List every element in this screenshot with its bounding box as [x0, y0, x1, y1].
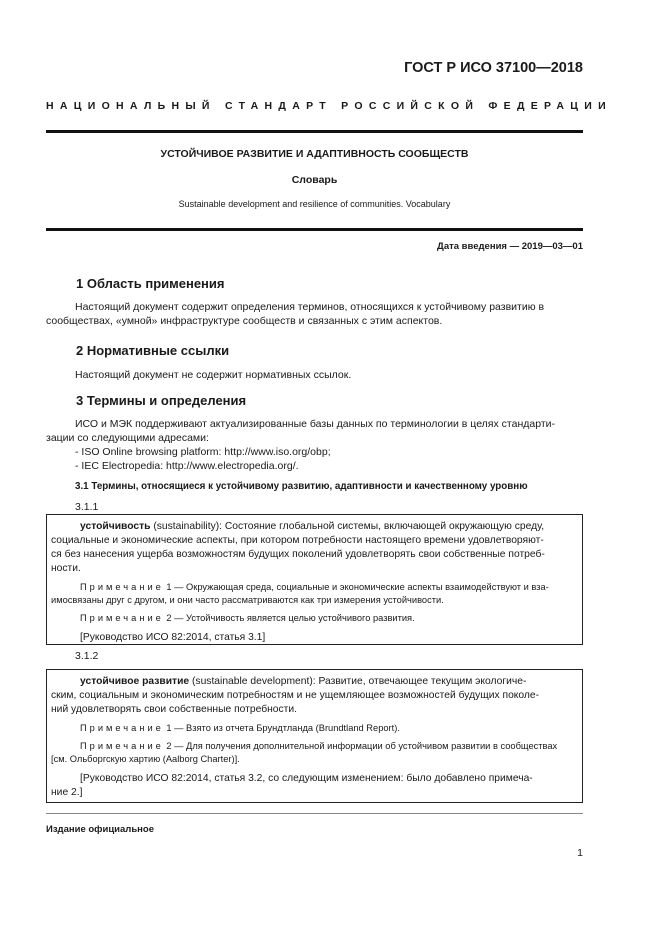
section-2-heading: 2 Нормативные ссылки: [76, 343, 230, 358]
section-3-line: зации со следующими адресами:: [46, 432, 209, 444]
section-3-line: - IEC Electropedia: http://www.electropedia.org/.: [75, 460, 299, 472]
footer-divider: [46, 813, 583, 814]
section-1-heading: 1 Область применения: [76, 276, 225, 291]
term-source-reference: [Руководство ИСО 82:2014, статья 3.1]: [80, 632, 266, 643]
document-title: УСТОЙЧИВОЕ РАЗВИТИЕ И АДАПТИВНОСТЬ СООБЩЕСТВ: [160, 148, 469, 160]
section-1-text: [46, 300, 583, 328]
title-divider: [46, 228, 583, 231]
document-code: ГОСТ Р ИСО 37100—2018: [404, 60, 583, 76]
term-box-sustainability: [46, 514, 583, 645]
term-number: 3.1.2: [75, 650, 99, 662]
term-box-sustainable-development: [46, 669, 583, 803]
term-definition: устойчивость (sustainability): Состояние глобальной системы, включающей окружающую среду, социальные и экономические аспекты, при котором потребности настоящего времени удовлетворяют- ся без нанесения ущерба возможностям будущих поколений удовлетворять свои собственные потреб- ности.: [51, 521, 545, 574]
term-source-reference: [Руководство ИСО 82:2014, статья 3.2, со следующим изменением: было добавлено примеча- ние 2.]: [51, 773, 533, 798]
document-title-english: Sustainable development and resilience of communities. Vocabulary: [178, 199, 451, 209]
term-note: Примечание 2 — Устойчивость является целью устойчивого развития.: [80, 613, 415, 623]
national-standard-banner: НАЦИОНАЛЬНЫЙ СТАНДАРТ РОССИЙСКОЙ ФЕДЕРАЦИИ: [46, 100, 612, 112]
term-note: Примечание 2 — Для получения дополнительной информации об устойчивом развитии в сообществах [см. Ольборгскую хартию (Aalborg Charter)].: [51, 741, 558, 764]
term-definition: устойчивое развитие (sustainable development): Развитие, отвечающее текущим экологиче- ским, социальным и экономическим потребностям и не ущемляющее возможностей будущих поколе- ний удовлетворять свои собственные потребности.: [51, 676, 540, 715]
top-divider: [46, 130, 583, 133]
section-2-text: [46, 368, 583, 382]
section-3-heading: 3 Термины и определения: [76, 393, 247, 408]
section-2-line: Настоящий документ не содержит нормативных ссылок.: [75, 369, 352, 381]
edition-label: Издание официальное: [46, 824, 154, 835]
term-name: устойчивость: [80, 521, 151, 532]
section-3-line: - ISO Online browsing platform: http://www.iso.org/obp;: [75, 446, 331, 458]
term-name: устойчивое развитие: [80, 676, 190, 687]
subsection-3-1-heading: 3.1 Термины, относящиеся к устойчивому развитию, адаптивности и качественному уровню: [75, 481, 528, 492]
page-number: 1: [577, 847, 583, 859]
term-note: Примечание 1 — Окружающая среда, социальные и экономические аспекты взаимодействуют и вза- имосвязаны друг с другом, и они часто рассматриваются как три измерения устойчивости.: [51, 582, 549, 605]
section-3-line: ИСО и МЭК поддерживают актуализированные базы данных по терминологии в целях стандарти-: [75, 418, 555, 430]
section-3-text: [46, 417, 583, 473]
document-subtitle: Словарь: [291, 174, 338, 186]
term-number: 3.1.1: [75, 501, 99, 513]
section-1-line: сообществах, «умной» инфраструктуре сообществ и связанных с этим аспектов.: [46, 315, 443, 327]
section-1-line: Настоящий документ содержит определения терминов, относящихся к устойчивому развитию в: [75, 301, 545, 313]
term-note: Примечание 1 — Взято из отчета Брундтланда (Brundtland Report).: [80, 723, 400, 733]
introduction-date: Дата введения — 2019—03—01: [437, 241, 583, 252]
